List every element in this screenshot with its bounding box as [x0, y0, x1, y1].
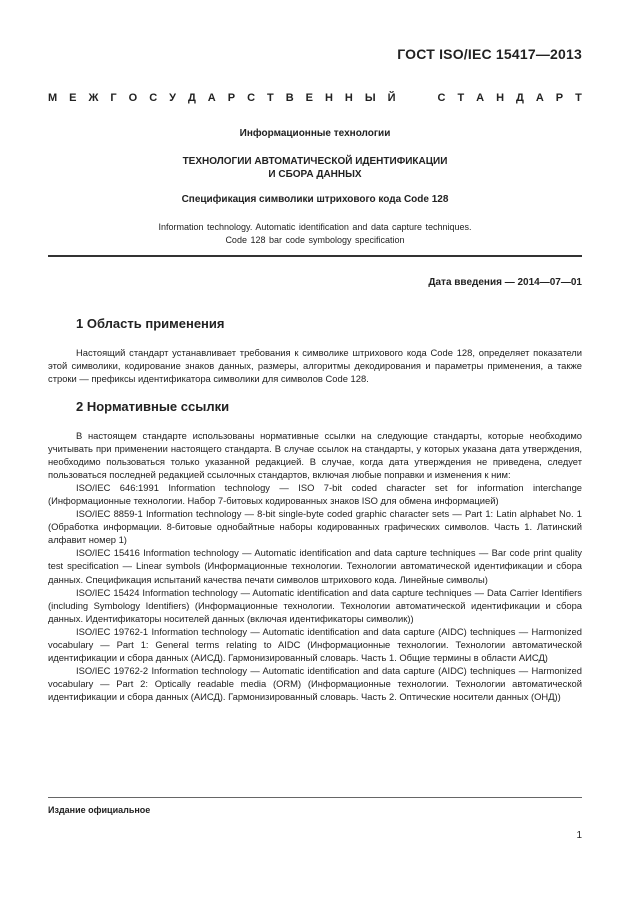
main-title	[48, 155, 582, 181]
banner-letter: Г	[110, 92, 117, 104]
banner-letter: Д	[187, 92, 196, 104]
it-title: Информационные технологии	[239, 128, 391, 139]
banner-letter: Д	[516, 92, 524, 104]
section2-paragraph: ISO/IEC 8859-1 Information technology — 8-bit single-byte coded graphic character sets — Part 1: Latin alphabet No. 1 (Обработка информации. 8-битовые однобайтные наборы кодированных графических символов. Часть 1. Латинский алфавит номер 1)	[48, 508, 582, 546]
banner-letter: Р	[227, 92, 236, 104]
banner-letter: М	[48, 92, 58, 104]
page-number: 1	[576, 830, 582, 841]
introduction-date: Дата введения — 2014—07—01	[428, 277, 582, 288]
banner-letter: С	[149, 92, 158, 104]
banner-letter: Т	[457, 92, 465, 104]
english-title-line1: Information technology. Automatic identification and data capture techniques.	[158, 222, 472, 232]
main-title-line2: И СБОРА ДАННЫХ	[268, 169, 362, 180]
banner-letter: Т	[575, 92, 582, 104]
banner-gap	[408, 92, 426, 104]
banner-letter: О	[128, 92, 138, 104]
official-edition-label: Издание официальное	[48, 805, 151, 815]
banner-letter: А	[535, 92, 544, 104]
section2-paragraph: В настоящем стандарте использованы нормативные ссылки на следующие стандарты, которые необходимо учитывать при применении настоящего стандарта. В случае ссылок на стандарты, у которых указана дата утверждения, необходимо пользоваться только указанной редакцией. В случае, когда дата утверждения не приведена, следует пользоваться последней редакцией ссылочных стандартов, включая любые поправки и изменения к ним:	[48, 430, 582, 481]
banner-letter: Н	[344, 92, 353, 104]
section2-paragraph: ISO/IEC 19762-1 Information technology — Automatic identification and data capture (AIDC) techniques — Harmonized vocabulary — Part 1: General terms relating to AIDC (Информационные технологии. Технологии автоматической идентификации и сбора данных (АИСД). Гармонизированный словарь. Часть 1. Общие термины в области АИСД)	[48, 625, 582, 663]
section2-paragraph: ISO/IEC 15416 Information technology — Automatic identification and data capture techniques — Bar code print quality test specification — Linear symbols (Информационные технологии. Технологии автоматической идентификации и сбора данных. Спецификация испытаний качества печати символов штрихового кода. Линейные символы)	[48, 547, 582, 585]
section2-paragraph: ISO/IEC 15424 Information technology — Automatic identification and data capture techniques — Data Carrier Identifiers (including Symbology Identifiers) (Информационные технологии. Технологии автоматической идентификации и сбора данных. Идентификаторы носителей данных (включая идентификаторы символик))	[48, 586, 582, 624]
banner-letter: Ж	[88, 92, 99, 104]
banner-letter: Н	[496, 92, 505, 104]
section2-paragraph: ISO/IEC 19762-2 Information technology — Automatic identification and data capture (AIDC) techniques — Harmonized vocabulary — Part 2: Optically readable media (ORM) (Информационные технологии. Технологии автоматической идентификации и сбора данных (АИСД). Гармонизированный словарь. Часть 2. Оптические носители данных (ОНД))	[48, 664, 582, 702]
section2-paragraph: ISO/IEC 646:1991 Information technology — ISO 7-bit coded character set for information interchange (Информационные технологии. Набор 7-битовых кодированных знаков ISO для обмена информацией)	[48, 482, 582, 507]
title-divider	[48, 255, 582, 257]
banner-letter: А	[476, 92, 485, 104]
english-title	[48, 221, 582, 247]
section2-body	[48, 429, 582, 703]
main-title-line1: ТЕХНОЛОГИИ АВТОМАТИЧЕСКОЙ ИДЕНТИФИКАЦИИ	[182, 156, 448, 167]
section1-paragraph: Настоящий стандарт устанавливает требования к символике штрихового кода Code 128, определяет показатели этой символики, кодирование знаков данных, размеры, алгоритмы декодирования и параметры применения, а также строки — префиксы идентификатора символики для символов Code 128.	[48, 347, 582, 385]
banner-letter: Н	[324, 92, 333, 104]
banner-letter: Ы	[364, 92, 376, 104]
section2-heading: 2 Нормативные ссылки	[76, 399, 230, 414]
standard-code: ГОСТ ISO/IEC 15417—2013	[397, 46, 582, 62]
banner-letter: Й	[387, 92, 396, 104]
spec-title: Спецификация символики штрихового кода Code 128	[181, 194, 449, 205]
banner-letter: Е	[69, 92, 77, 104]
footer-divider	[48, 797, 582, 798]
banner-letter: У	[169, 92, 176, 104]
banner-letter: В	[285, 92, 294, 104]
banner-letter: Т	[267, 92, 274, 104]
banner-letter: Р	[555, 92, 564, 104]
banner-letter: С	[247, 92, 256, 104]
section1-body	[48, 346, 582, 385]
banner-letter: Е	[305, 92, 313, 104]
section1-heading: 1 Область применения	[76, 316, 225, 331]
banner-letter: А	[207, 92, 216, 104]
english-title-line2: Code 128 bar code symbology specification	[225, 235, 405, 245]
interstate-standard-banner	[48, 92, 582, 104]
banner-letter: С	[437, 92, 446, 104]
